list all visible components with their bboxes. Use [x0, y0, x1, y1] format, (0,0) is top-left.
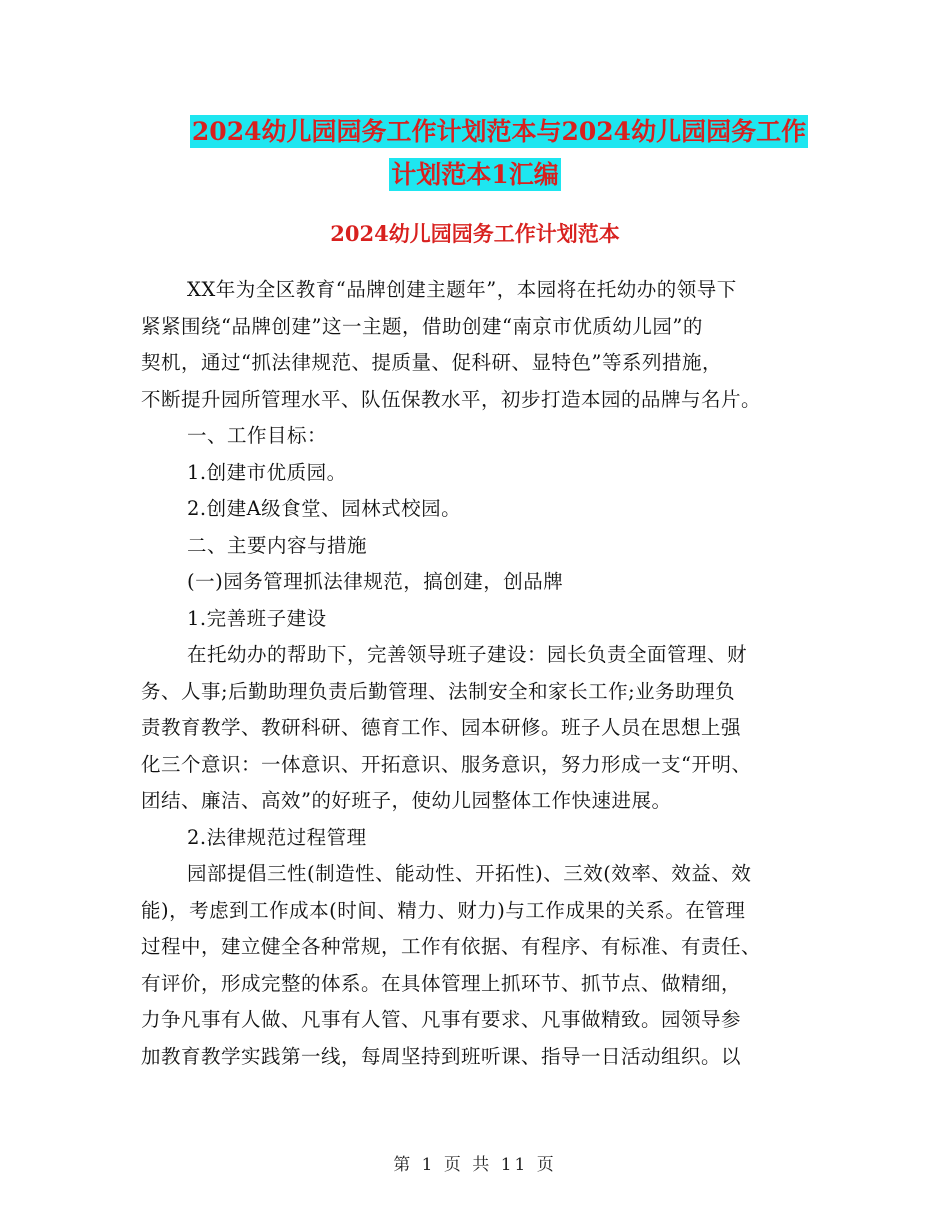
subheading-management: (一)园务管理抓法律规范，搞创建，创品牌 [187, 570, 564, 593]
body-line: 园部提倡三性(制造性、能动性、开拓性)、三效(效率、效益、效 [187, 862, 752, 885]
body-line: XX年为全区教育“品牌创建主题年”，本园将在托幼办的领导下 [187, 278, 737, 301]
heading-main-content: 二、主要内容与措施 [187, 533, 368, 557]
body-line: 加教育教学实践第一线，每周坚持到班听课、指导一日活动组织。以 [141, 1044, 742, 1068]
body-line: 力争凡事有人做、凡事有人管、凡事有要求、凡事做精致。园领导参 [141, 1008, 742, 1031]
body-line: 有评价，形成完整的体系。在具体管理上抓环节、抓节点、做精细， [141, 971, 742, 995]
goal-item-1: 1.创建市优质园。 [187, 460, 347, 484]
section-title: 2024幼儿园园务工作计划范本 [330, 221, 620, 246]
body-line: 化三个意识：一体意识、开拓意识、服务意识，努力形成一支“开明、 [141, 752, 752, 776]
page-number-footer: 第 1 页 共 11 页 [393, 1155, 557, 1175]
body-line: 紧紧围绕“品牌创建”这一主题，借助创建“南京市优质幼儿园”的 [141, 314, 703, 338]
heading-work-goals: 一、工作目标： [187, 424, 328, 447]
document-title-text-2: 计划范本1汇编 [391, 160, 559, 189]
body-line: 在托幼办的帮助下，完善领导班子建设：园长负责全面管理、财 [187, 643, 748, 666]
body-line: 团结、廉洁、高效”的好班子，使幼儿园整体工作快速进展。 [141, 789, 672, 812]
document-title-text-1: 2024幼儿园园务工作计划范本与2024幼儿园园务工作 [191, 117, 807, 146]
item-team-building: 1.完善班子建设 [187, 606, 327, 630]
body-line: 务、人事;后勤助理负责后勤管理、法制安全和家长工作;业务助理负 [141, 679, 736, 703]
item-process-management: 2.法律规范过程管理 [187, 825, 367, 849]
document-title-line-2 [0, 155, 950, 195]
body-line: 责教育教学、教研科研、德育工作、园本研修。班子人员在思想上强 [141, 716, 742, 739]
body-line: 契机，通过“抓法律规范、提质量、促科研、显特色”等系列措施， [141, 351, 722, 374]
document-title-line-1 [24, 112, 950, 152]
body-line: 不断提升园所管理水平、队伍保教水平，初步打造本园的品牌与名片。 [141, 387, 762, 411]
body-line: 过程中，建立健全各种常规，工作有依据、有程序、有标准、有责任、 [141, 935, 762, 958]
body-line: 能)，考虑到工作成本(时间、精力、财力)与工作成果的关系。在管理 [141, 898, 746, 922]
document-body [141, 272, 811, 1075]
goal-item-2: 2.创建A级食堂、园林式校园。 [187, 497, 462, 520]
